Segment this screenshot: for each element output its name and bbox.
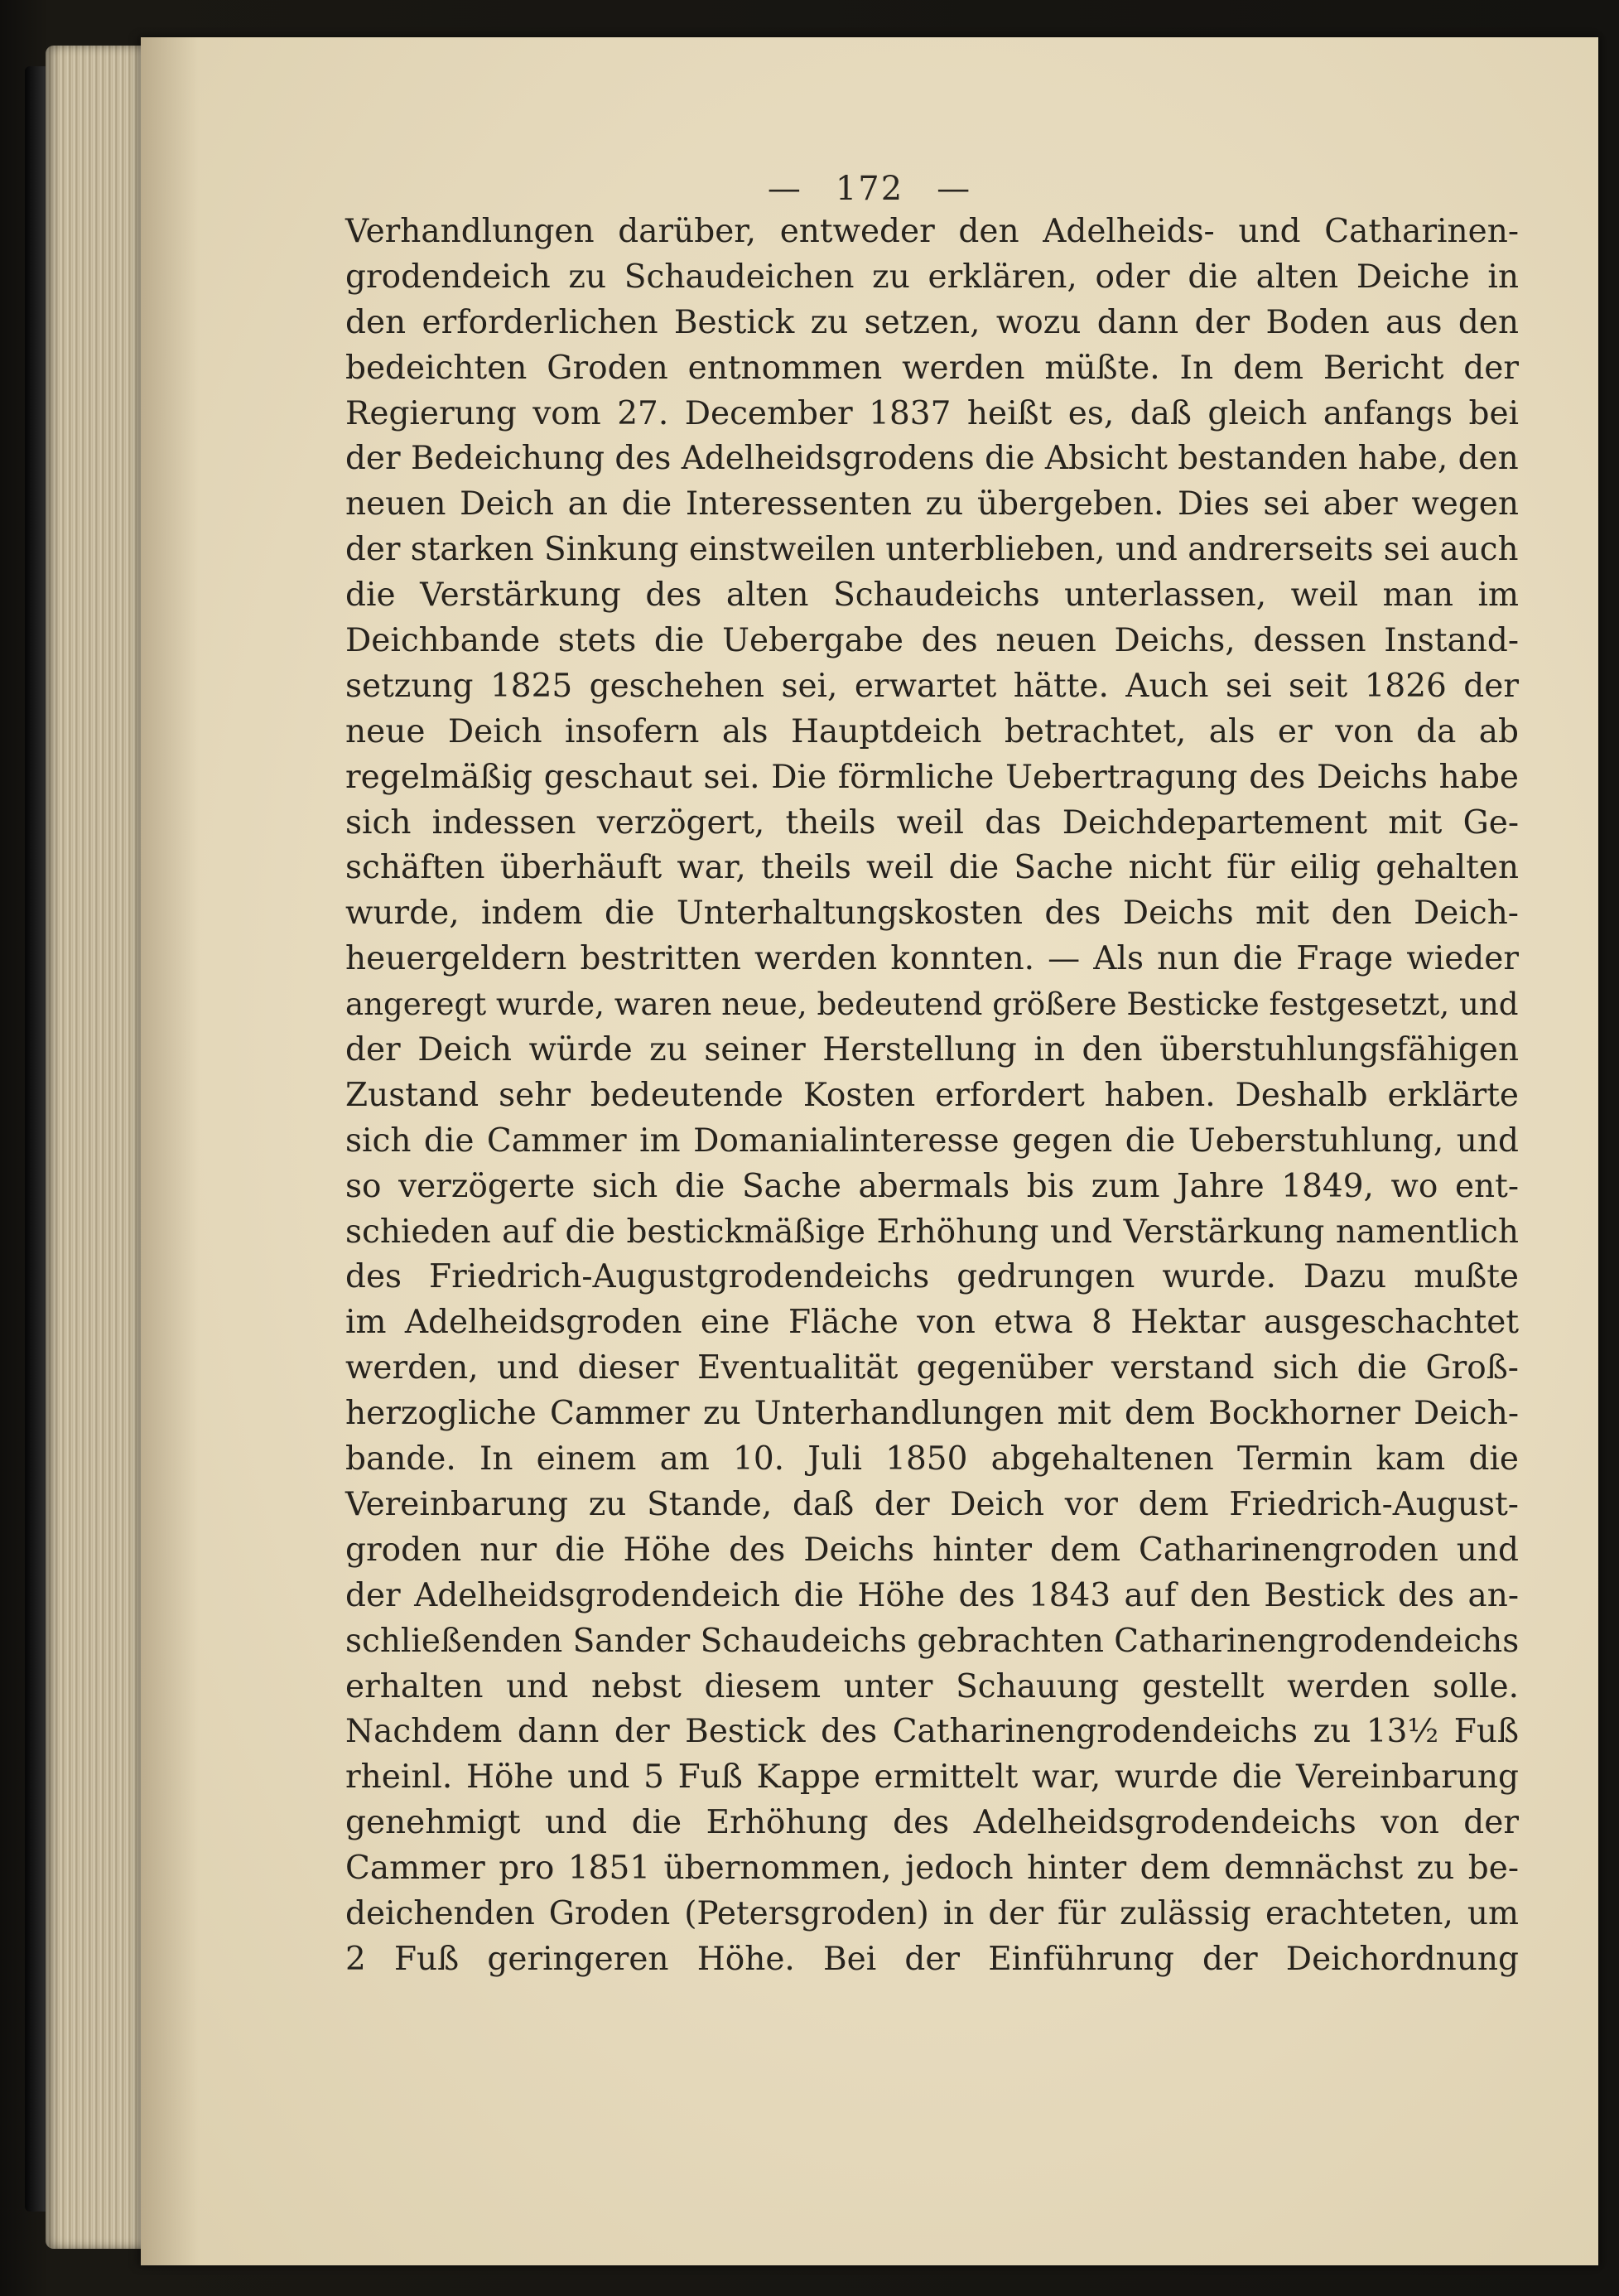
text-line: Nachdem dann der Bestick des Catharinengrodendeichs zu 13½ Fuß: [345, 1713, 1519, 1751]
text-line: genehmigt und die Erhöhung des Adelheidsgrodendeichs von der: [345, 1804, 1519, 1842]
text-line: den erforderlichen Bestick zu setzen, wozu dann der Boden aus den: [345, 303, 1519, 341]
text-line: schäften überhäuft war, theils weil die Sache nicht für eilig gehalten: [345, 849, 1519, 887]
header-dash-left: —: [767, 170, 802, 208]
page-number: 172: [835, 170, 904, 208]
text-line: neuen Deich an die Interessenten zu übergeben. Dies sei aber wegen: [345, 485, 1519, 523]
page-header: [141, 170, 1598, 208]
text-line: bedeichten Groden entnommen werden müßte. In dem Bericht der: [345, 349, 1519, 387]
text-line: der Adelheidsgrodendeich die Höhe des 1843 auf den Bestick des an-: [345, 1576, 1519, 1614]
text-line: des Friedrich-Augustgrodendeichs gedrungen wurde. Dazu mußte: [345, 1258, 1519, 1296]
body-text: [345, 210, 1519, 1983]
text-line: schieden auf die bestickmäßige Erhöhung und Verstärkung namentlich: [345, 1213, 1519, 1251]
text-line: grodendeich zu Schaudeichen zu erklären, oder die alten Deiche in: [345, 258, 1519, 296]
text-line: deichenden Groden (Petersgroden) in der für zulässig erachteten, um: [345, 1894, 1519, 1932]
text-line: schließenden Sander Schaudeichs gebrachten Catharinengrodendeichs: [345, 1622, 1520, 1660]
text-line: regelmäßig geschaut sei. Die förmliche Uebertragung des Deichs habe: [345, 758, 1519, 796]
text-line: Regierung vom 27. December 1837 heißt es, daß gleich anfangs bei: [345, 394, 1519, 432]
text-line: bande. In einem am 10. Juli 1850 abgehaltenen Termin kam die: [345, 1440, 1519, 1478]
text-line: 2 Fuß geringeren Höhe. Bei der Einführung der Deichordnung: [345, 1940, 1519, 1978]
text-line: Cammer pro 1851 übernommen, jedoch hinter dem demnächst zu be-: [345, 1850, 1519, 1888]
text-line: sich die Cammer im Domanialinteresse gegen die Ueberstuhlung, und: [345, 1121, 1519, 1160]
text-line: herzogliche Cammer zu Unterhandlungen mit dem Bockhorner Deich-: [345, 1395, 1519, 1433]
text-line: Verhandlungen darüber, entweder den Adelheids- und Catharinen-: [345, 213, 1519, 250]
text-line: angeregt wurde, waren neue, bedeutend größere Besticke festgesetzt, und: [345, 986, 1519, 1023]
text-line: groden nur die Höhe des Deichs hinter dem Catharinengroden und: [345, 1531, 1519, 1569]
text-line: der Deich würde zu seiner Herstellung in den überstuhlungsfähigen: [345, 1031, 1519, 1069]
text-line: der Bedeichung des Adelheidsgrodens die Absicht bestanden habe, den: [345, 440, 1519, 478]
text-line: rheinl. Höhe und 5 Fuß Kappe ermittelt war, wurde die Vereinbarung: [345, 1758, 1519, 1797]
text-line: Zustand sehr bedeutende Kosten erfordert haben. Deshalb erklärte: [345, 1076, 1519, 1114]
text-line: erhalten und nebst diesem unter Schauung gestellt werden solle.: [345, 1667, 1519, 1705]
page-gutter-shadow: [141, 37, 199, 2265]
text-line: Deichbande stets die Uebergabe des neuen Deichs, dessen Instand-: [345, 622, 1519, 660]
text-line: werden, und dieser Eventualität gegenüber verstand sich die Groß-: [345, 1349, 1519, 1387]
text-line: so verzögerte sich die Sache abermals bis zum Jahre 1849, wo ent-: [345, 1167, 1519, 1205]
text-line: wurde, indem die Unterhaltungskosten des Deichs mit den Deich-: [345, 895, 1519, 933]
text-line: heuergeldern bestritten werden konnten. — Als nun die Frage wieder: [345, 940, 1519, 978]
text-line: setzung 1825 geschehen sei, erwartet hätte. Auch sei seit 1826 der: [345, 667, 1519, 705]
text-line: der starken Sinkung einstweilen unterblieben, und andrerseits sei auch: [345, 531, 1519, 569]
text-line: neue Deich insofern als Hauptdeich betrachtet, als er von da ab: [345, 712, 1519, 750]
header-dash-right: —: [937, 170, 972, 208]
text-line: im Adelheidsgroden eine Fläche von etwa 8 Hektar ausgeschachtet: [345, 1304, 1519, 1342]
text-line: sich indessen verzögert, theils weil das Deichdepartement mit Ge-: [345, 803, 1519, 842]
text-line: die Verstärkung des alten Schaudeichs unterlassen, weil man im: [345, 576, 1519, 615]
text-line: Vereinbarung zu Stande, daß der Deich vor dem Friedrich-August-: [345, 1485, 1519, 1523]
